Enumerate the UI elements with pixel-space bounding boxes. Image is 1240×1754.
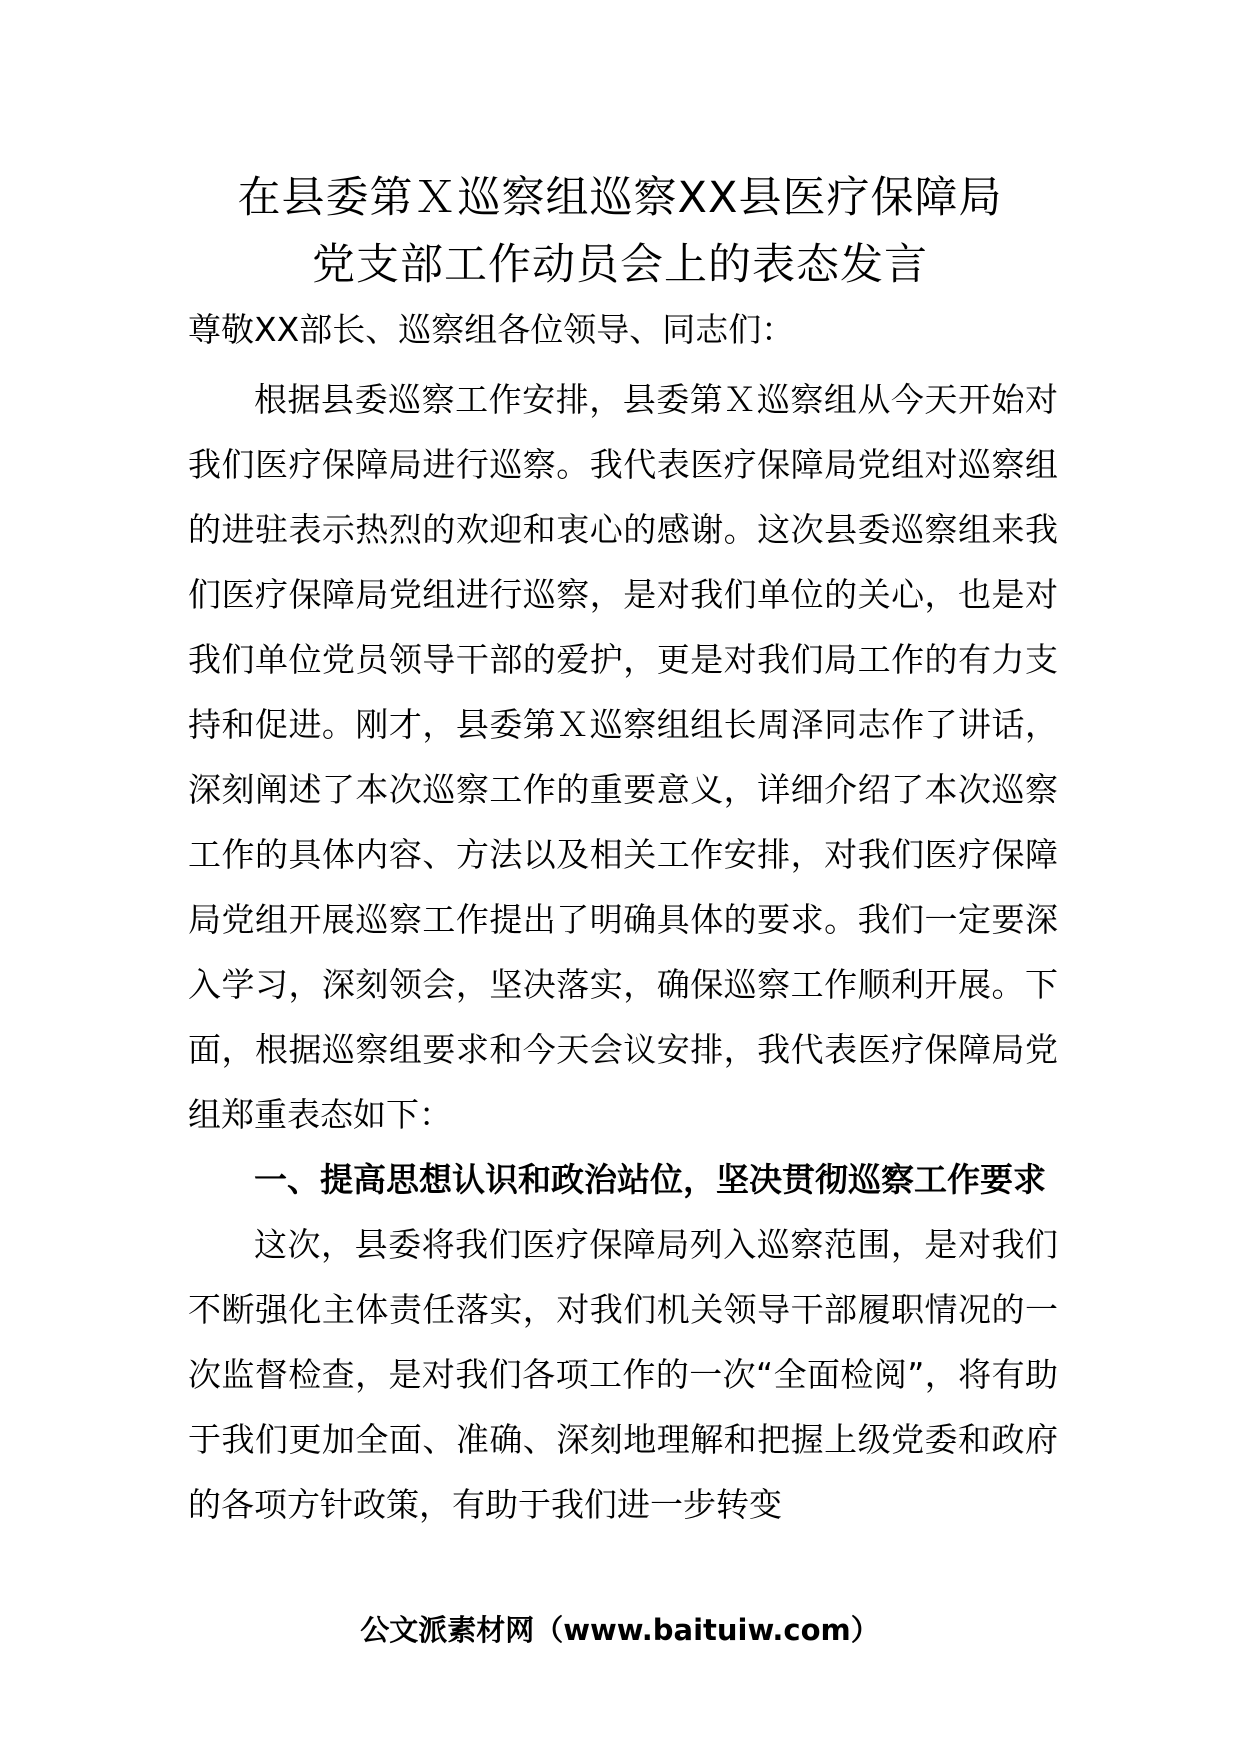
section-heading-1: 一、提高思想认识和政治站位，坚决贯彻巡察工作要求 [254, 1160, 1046, 1199]
footer-watermark: 公文派素材网（www.baituiw.com） [360, 1613, 880, 1647]
salutation: 尊敬XX部长、巡察组各位领导、同志们： [188, 310, 795, 349]
paragraph-intro: 根据县委巡察工作安排，县委第Ｘ巡察组从今天开始对我们医疗保障局进行巡察。我代表医疗保障局党组对巡察组的进驻表示热烈的欢迎和衷心的感谢。这次县委巡察组来我们医疗保障局党组进行巡察，是对我们单位的关心，也是对我们单位党员领导干部的爱护，更是对我们局工作的有力支持和促进。刚才，县委第Ｘ巡察组组长周泽同志作了讲话，深刻阐述了本次巡察工作的重要意义，详细介绍了本次巡察工作的具体内容、方法以及相关工作安排，对我们医疗保障局党组开展巡察工作提出了明确具体的要求。我们一定要深入学习，深刻领会，坚决落实，确保巡察工作顺利开展。下面，根据巡察组要求和今天会议安排，我代表医疗保障局党组郑重表态如下： [188, 380, 1058, 1134]
document-body [188, 367, 1058, 1537]
document-title-line-1: 在县委第Ｘ巡察组巡察XX县医疗保障局 [237, 173, 1003, 223]
document-title-line-2: 党支部工作动员会上的表态发言 [312, 240, 928, 290]
paragraph-section-1: 这次，县委将我们医疗保障局列入巡察范围，是对我们不断强化主体责任落实，对我们机关领导干部履职情况的一次监督检查，是对我们各项工作的一次“全面检阅”，将有助于我们更加全面、准确、深刻地理解和把握上级党委和政府的各项方针政策，有助于我们进一步转变 [188, 1225, 1058, 1524]
